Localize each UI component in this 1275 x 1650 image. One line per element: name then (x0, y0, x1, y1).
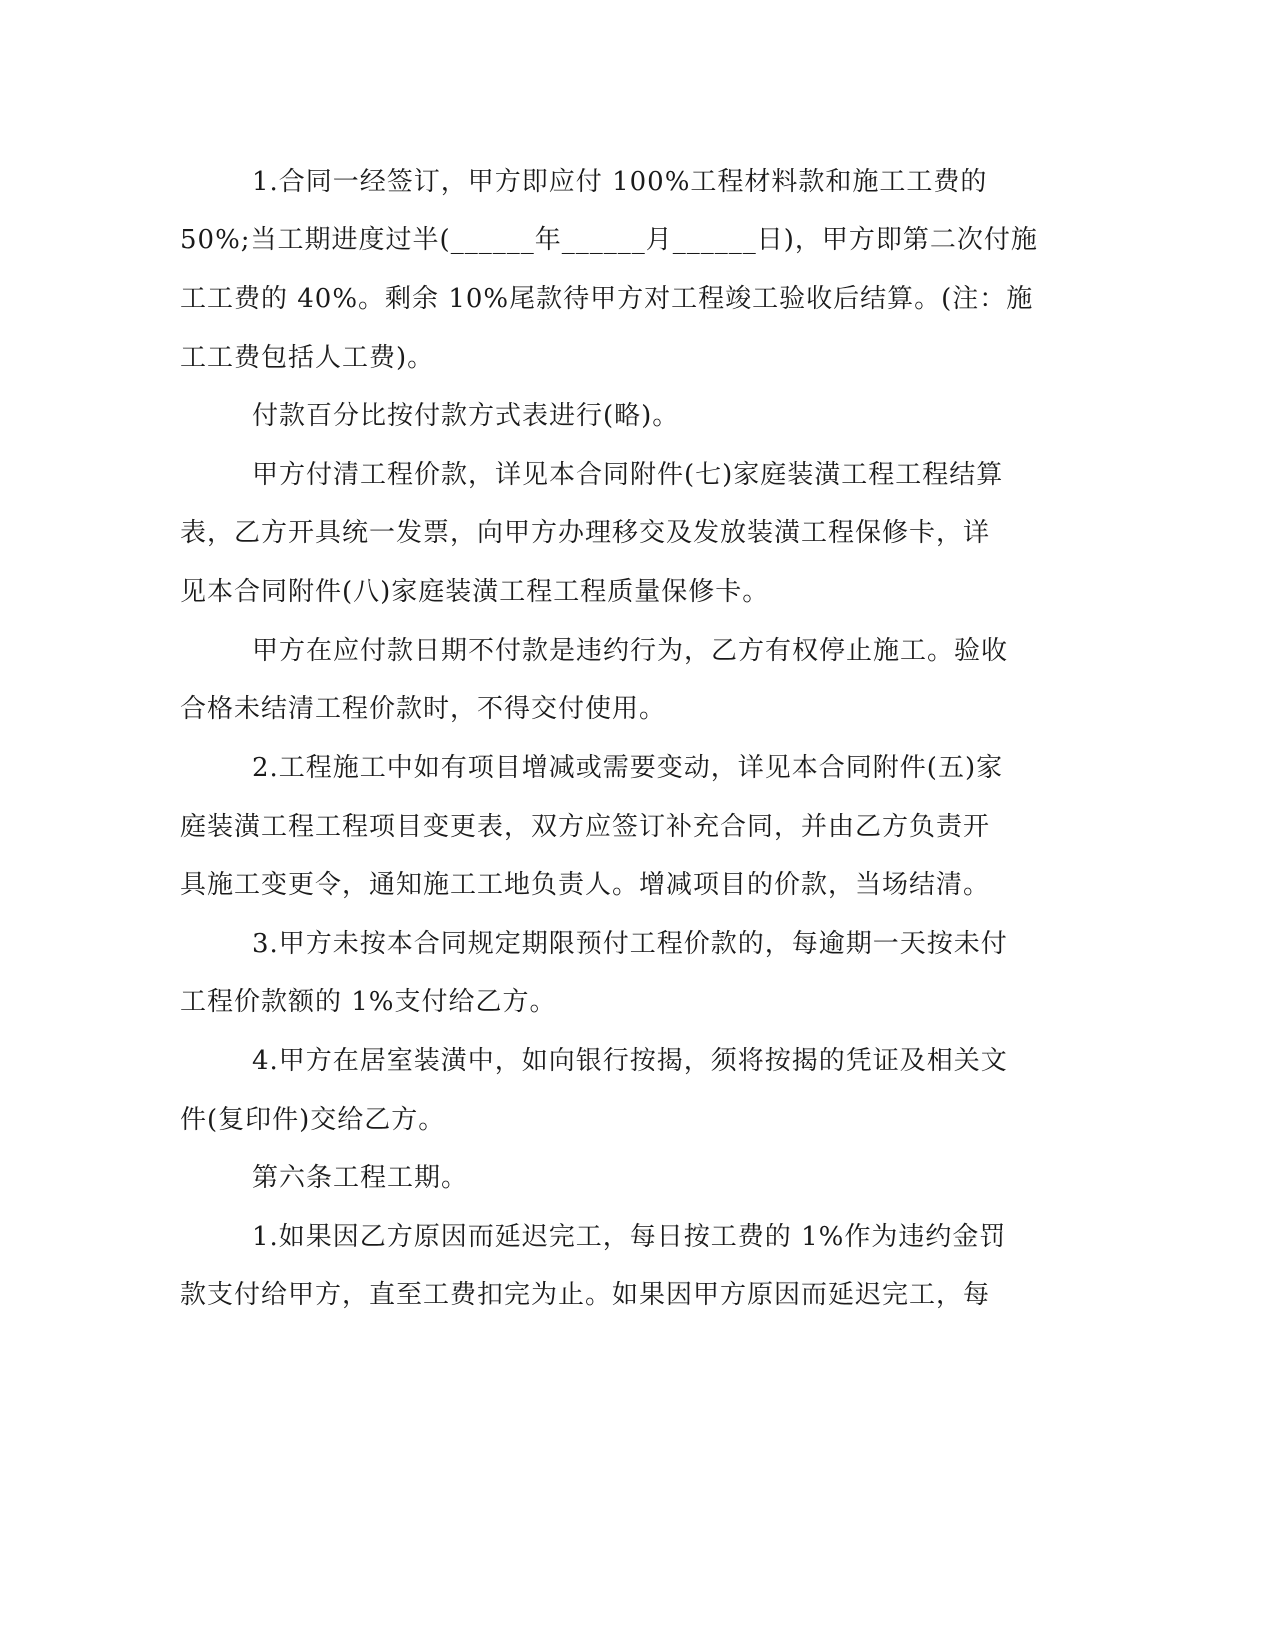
text-line: 3.甲方未按本合同规定期限预付工程价款的，每逾期一天按未付 (252, 929, 1008, 959)
text-line: 具施工变更令，通知施工工地负责人。增减项目的价款，当场结清。 (180, 870, 991, 900)
text-line: 4.甲方在居室装潢中，如向银行按揭，须将按揭的凭证及相关文 (252, 1046, 1008, 1076)
text-line: 2.工程施工中如有项目增减或需要变动，详见本合同附件(五)家 (252, 753, 1004, 783)
text-line: 甲方在应付款日期不付款是违约行为，乙方有权停止施工。验收 (252, 636, 1009, 666)
text-line: 1.合同一经签订，甲方即应付 100%工程材料款和施工工费的 (252, 167, 988, 197)
section-heading: 第六条工程工期。 (252, 1163, 469, 1193)
text-line: 工工费包括人工费)。 (180, 343, 435, 373)
text-line: 件(复印件)交给乙方。 (180, 1105, 446, 1135)
text-line: 甲方付清工程价款，详见本合同附件(七)家庭装潢工程工程结算 (252, 460, 1004, 490)
text-line: 付款百分比按付款方式表进行(略)。 (252, 401, 680, 431)
text-line: 合格未结清工程价款时，不得交付使用。 (180, 694, 667, 724)
text-line: 工工费的 40%。剩余 10%尾款待甲方对工程竣工验收后结算。(注：施 (180, 284, 1034, 314)
text-line: 款支付给甲方，直至工费扣完为止。如果因甲方原因而延迟完工，每 (180, 1280, 991, 1310)
text-line: 表，乙方开具统一发票，向甲方办理移交及发放装潢工程保修卡，详 (180, 518, 991, 548)
text-line: 工程价款额的 1%支付给乙方。 (180, 987, 557, 1017)
text-line: 庭装潢工程工程项目变更表，双方应签订补充合同，并由乙方负责开 (180, 812, 991, 842)
text-line: 见本合同附件(八)家庭装潢工程工程质量保修卡。 (180, 577, 770, 607)
text-line: 1.如果因乙方原因而延迟完工，每日按工费的 1%作为违约金罚 (252, 1222, 1007, 1252)
text-line: 50%;当工期进度过半(______年______月______日)，甲方即第二次付施 (180, 225, 1038, 255)
